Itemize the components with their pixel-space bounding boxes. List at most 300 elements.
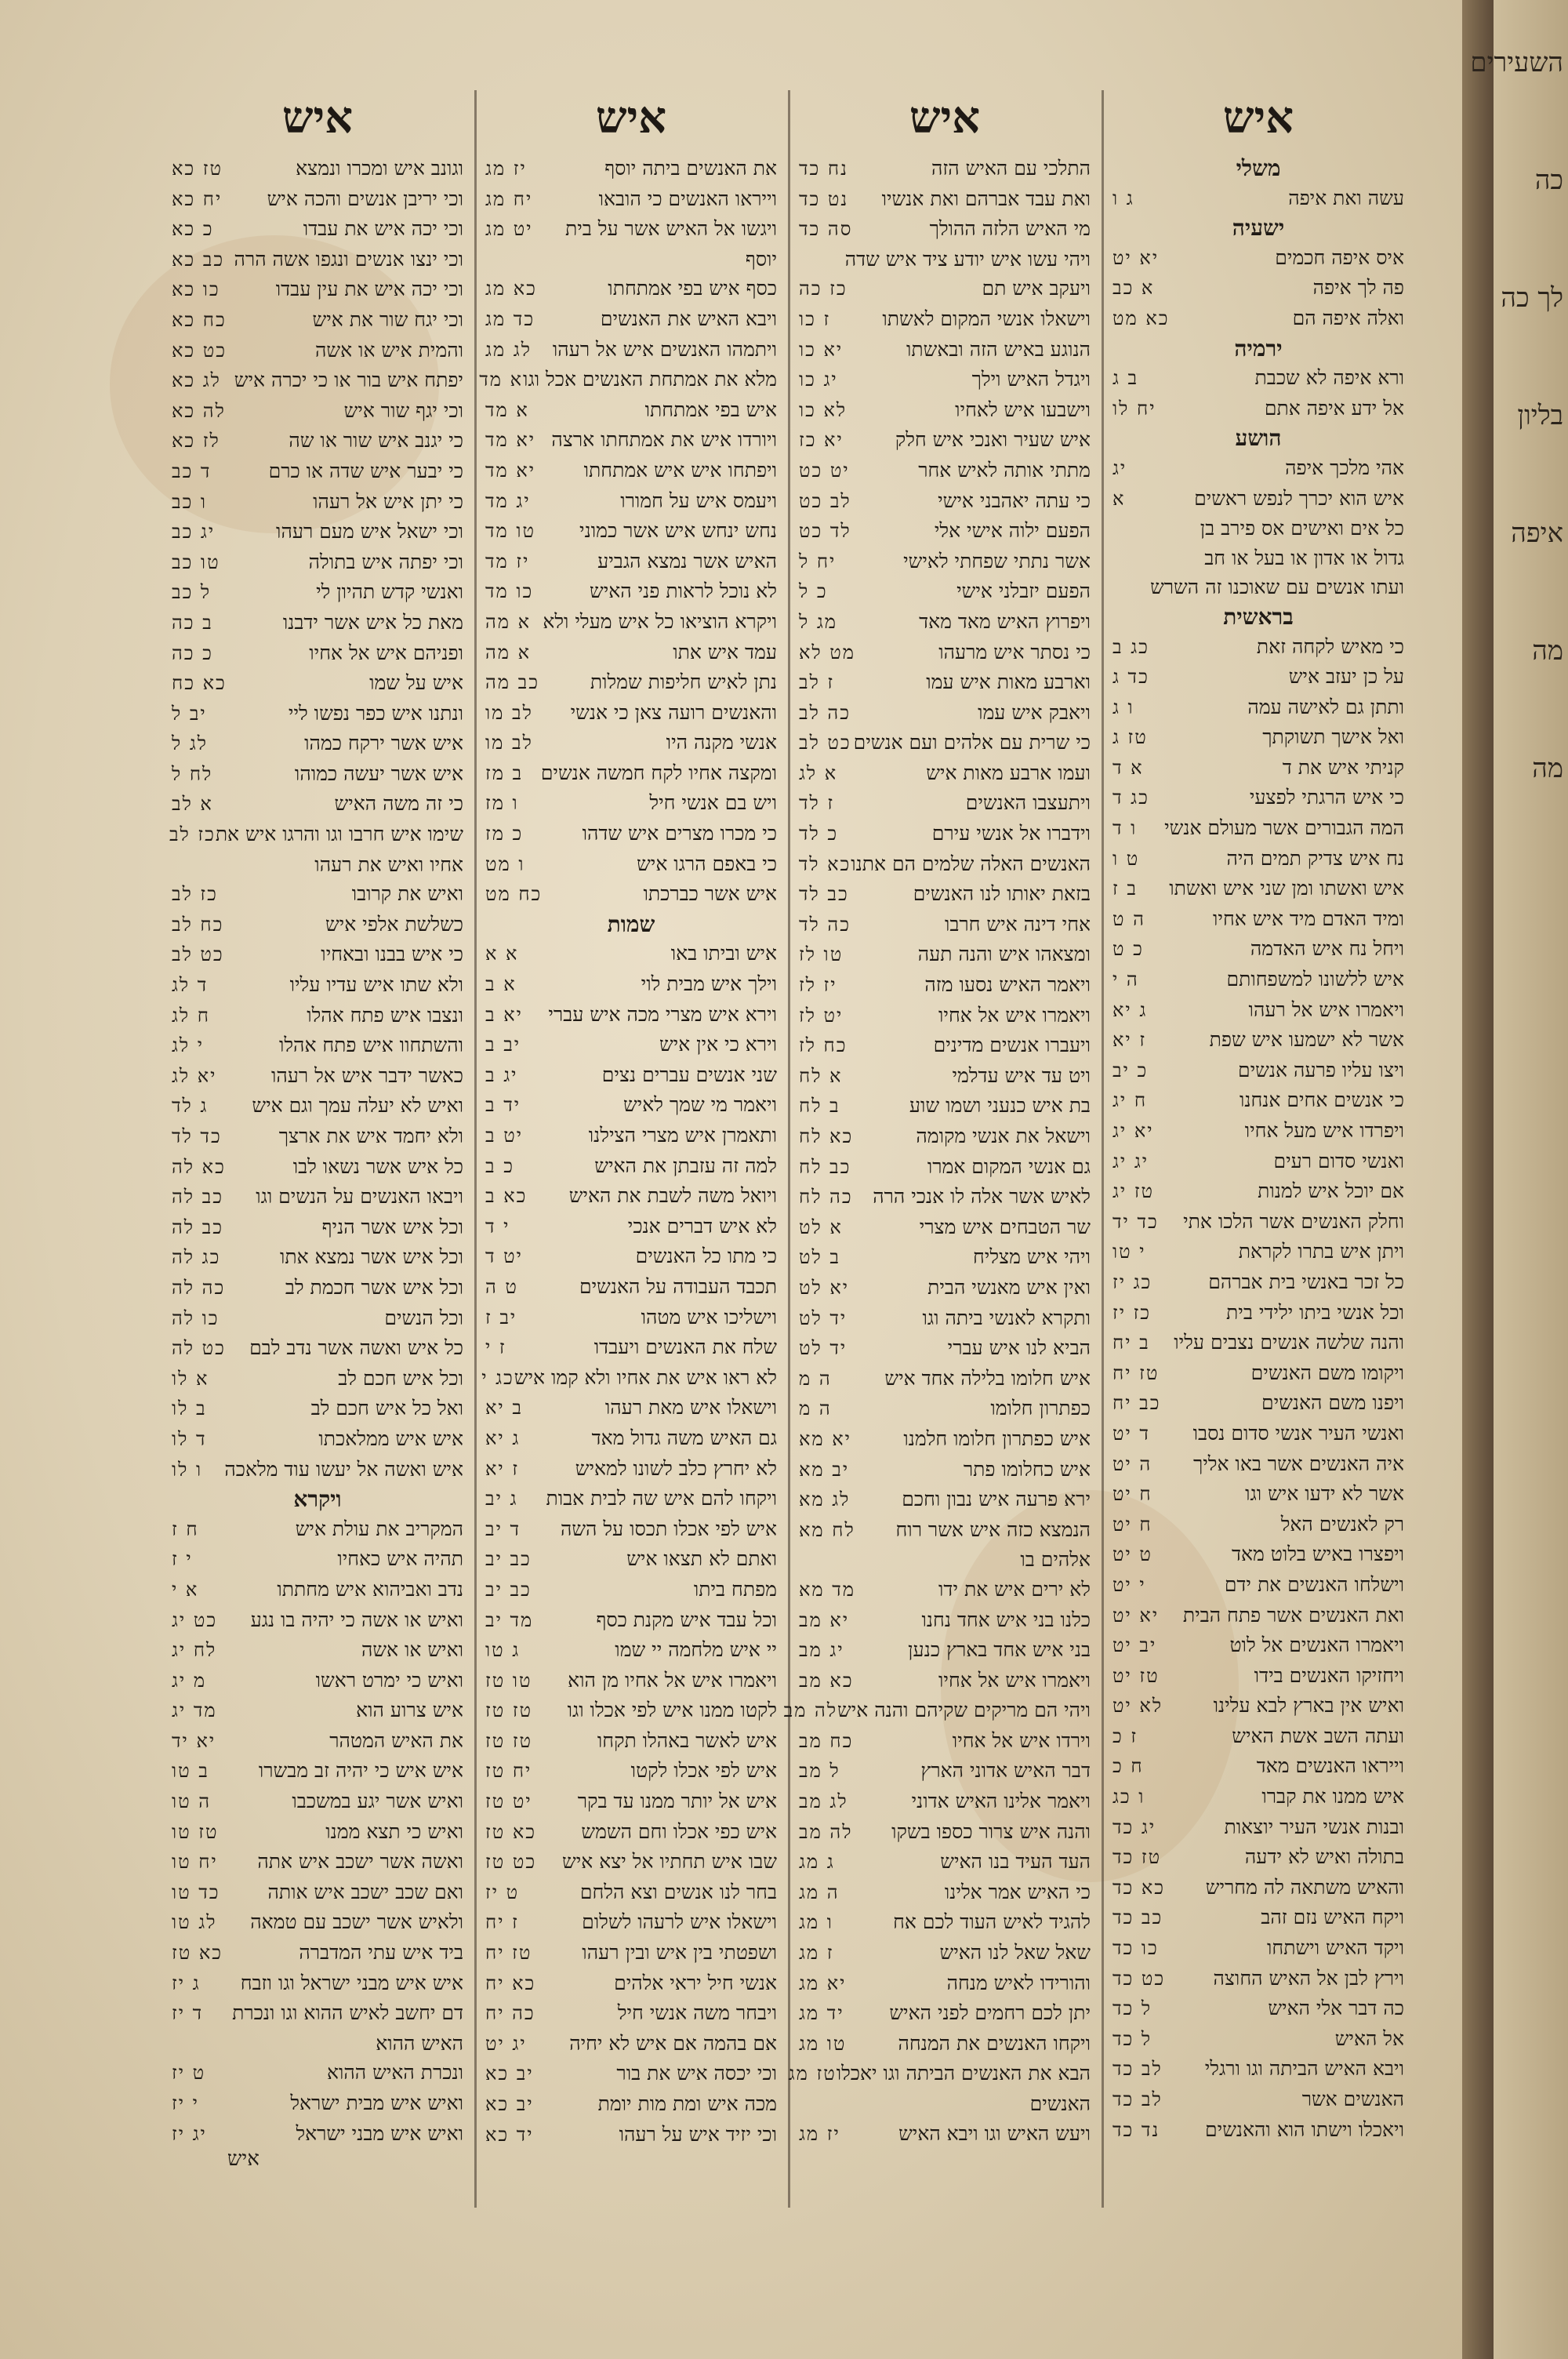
entry-reference: יח לו xyxy=(1112,397,1156,420)
entry-text: פה לך איפה xyxy=(1312,276,1404,300)
concordance-entry xyxy=(1112,1751,1404,1782)
entry-text: ועמו ארבע מאות איש xyxy=(926,761,1091,784)
concordance-entry xyxy=(1112,304,1404,334)
entry-reference: ב יא xyxy=(485,1397,523,1419)
entry-reference: ד לג xyxy=(172,974,209,997)
concordance-entry xyxy=(485,2120,777,2150)
concordance-entry xyxy=(485,1090,777,1121)
entry-reference: יז לז xyxy=(799,974,837,997)
concordance-entry xyxy=(799,879,1091,910)
concordance-entry xyxy=(485,1877,777,1908)
entry-reference: ז כו xyxy=(799,307,831,330)
entry-text: המה הגבורים אשר מעולם אנשי xyxy=(1164,816,1404,840)
entry-reference: יג xyxy=(1112,456,1127,479)
concordance-entry xyxy=(485,1030,777,1060)
concordance-entry xyxy=(799,1635,1091,1666)
concordance-entry xyxy=(799,1545,1091,1575)
entry-text: לא נוכל לראות פני האיש xyxy=(590,580,777,603)
concordance-entry xyxy=(485,1393,777,1423)
concordance-entry xyxy=(1112,753,1404,783)
entry-reference: א לו xyxy=(172,1367,209,1390)
entry-reference: א א xyxy=(485,943,519,965)
entry-text: מאת כל איש אשר ידבנו xyxy=(282,610,463,634)
entry-reference: טז ג xyxy=(1112,726,1148,749)
concordance-entry xyxy=(799,910,1091,940)
entry-text: בראשית xyxy=(1223,603,1294,630)
entry-text: בחר לנו אנשים וצא הלחם xyxy=(579,1880,777,1903)
entry-reference: ד יז xyxy=(172,2002,204,2025)
entry-text: האנשים אשר xyxy=(1301,2088,1404,2110)
concordance-entry xyxy=(799,1333,1091,1364)
entry-text: ויחזיקו האנשים בידו xyxy=(1254,1663,1404,1687)
entry-text: כי יגנב איש שור או שה xyxy=(289,429,463,453)
entry-text: האנשים האלה שלמים הם אתנו xyxy=(851,852,1091,875)
entry-reference: א מה xyxy=(485,610,532,633)
entry-reference: ז לד xyxy=(799,792,835,815)
entry-reference: י טו xyxy=(1112,1241,1146,1263)
entry-text: לא יחרץ כלב לשונו למאיש xyxy=(575,1456,777,1480)
text-columns xyxy=(161,86,1415,2157)
concordance-entry xyxy=(1112,1176,1404,1207)
entry-text: גם האיש משה גדול מאד xyxy=(591,1426,777,1449)
concordance-entry xyxy=(799,395,1091,426)
entry-text: הביא לנו איש עברי xyxy=(947,1336,1091,1360)
concordance-entry xyxy=(799,1091,1091,1121)
concordance-entry xyxy=(172,1575,463,1605)
entry-text: כי נסתר איש מרעהו xyxy=(938,640,1091,663)
entry-text: אל ידע איפה אתם xyxy=(1264,396,1404,420)
entry-text: שבו איש תחתיו אל יצא איש xyxy=(562,1850,777,1874)
concordance-entry xyxy=(1112,722,1404,753)
entry-text: ויקחו האנשים את המנחה xyxy=(898,2031,1091,2055)
entry-text: ויאמרו האנשים אל לוט xyxy=(1229,1634,1404,1657)
entry-reference: טז כא xyxy=(172,158,223,180)
entry-text: מלא את אמתחת האנשים אכל וגו xyxy=(523,368,777,391)
entry-reference: מג ל xyxy=(799,610,838,633)
entry-text: ויבא האיש הביתה וגו ורגלי xyxy=(1204,2057,1404,2081)
concordance-entry xyxy=(485,1544,777,1575)
concordance-entry xyxy=(799,1364,1091,1394)
entry-text: ויקח האיש נזם זהב xyxy=(1261,1906,1404,1929)
concordance-entry xyxy=(799,486,1091,517)
entry-reference: טו כב xyxy=(172,551,220,573)
entry-text: כלנו בני איש אחד נחנו xyxy=(921,1608,1091,1631)
entry-reference: ו מז xyxy=(485,792,519,815)
entry-reference: יא מב xyxy=(799,1608,850,1631)
concordance-entry xyxy=(799,154,1091,184)
entry-text: עמד איש אתו xyxy=(673,640,777,663)
concordance-entry xyxy=(481,1363,777,1394)
entry-text: אהי מלכך איפה xyxy=(1285,456,1404,479)
entry-reference: ב ז xyxy=(1112,878,1138,900)
entry-text: התלכי עם האיש הזה xyxy=(931,157,1091,180)
entry-reference: יח טו xyxy=(172,1851,218,1874)
book-heading xyxy=(1112,154,1404,184)
entry-reference: כט לב xyxy=(172,943,224,966)
concordance-entry xyxy=(172,1696,463,1726)
entry-reference: ז יח xyxy=(485,1911,519,1934)
entry-text: הפעם יזבלני אישי xyxy=(956,580,1091,603)
concordance-entry xyxy=(1112,1994,1404,2024)
entry-text: ויצו עליו פרעה אנשים xyxy=(1238,1058,1404,1081)
entry-reference: מד מא xyxy=(799,1578,856,1601)
book-heading xyxy=(1112,213,1404,243)
concordance-entry xyxy=(172,2029,463,2059)
column-body xyxy=(474,149,788,2150)
entry-text: וישאלו איש מאת רעהו xyxy=(604,1396,777,1419)
concordance-entry xyxy=(485,758,777,789)
concordance-entry xyxy=(172,1635,463,1666)
adjacent-page-fragment: השעירים xyxy=(1470,47,1563,78)
entry-text: איש לפי אכלו תכסו על השה xyxy=(560,1517,777,1540)
entry-reference: ה טו xyxy=(172,1790,212,1813)
concordance-entry xyxy=(172,970,463,1001)
entry-reference: ד יט xyxy=(1112,1422,1150,1445)
entry-text: האיש אשר נמצא הגביע xyxy=(597,549,777,572)
entry-reference: מט לא xyxy=(799,641,855,663)
entry-text: יוסף xyxy=(745,247,777,271)
entry-text: איש חלומו בלילה אחד איש xyxy=(884,1366,1091,1390)
entry-text: אם בהמה אם איש לא יחיה xyxy=(569,2031,777,2055)
entry-reference: ח יט xyxy=(1112,1483,1152,1506)
entry-reference: כב מה xyxy=(485,671,539,694)
entry-reference: יז מג xyxy=(799,2122,840,2145)
concordance-entry xyxy=(1112,363,1404,394)
entry-reference: ה מ xyxy=(799,1367,832,1390)
concordance-entry xyxy=(1112,1842,1404,1873)
entry-reference: יא כז xyxy=(799,429,844,452)
column-heading: איש xyxy=(909,92,981,144)
entry-reference: ח יג xyxy=(1112,1089,1148,1112)
entry-reference: יט ב xyxy=(485,1125,523,1147)
book-heading xyxy=(1112,334,1404,364)
concordance-entry xyxy=(799,1394,1091,1424)
concordance-entry xyxy=(1112,1267,1404,1298)
entry-reference: ג מג xyxy=(799,1851,835,1874)
entry-text: ואיש כי ימרט ראשו xyxy=(315,1668,463,1692)
concordance-entry xyxy=(1112,1510,1404,1540)
entry-text: ומיד האדם מיד איש אחיו xyxy=(1213,907,1404,930)
entry-reference: א xyxy=(1112,487,1126,510)
entry-text: ועתו אנשים עם שאוכנו זה השרש xyxy=(1150,576,1404,599)
entry-reference: ו ג xyxy=(1112,696,1134,718)
entry-reference: לא יט xyxy=(1112,1695,1163,1717)
concordance-entry xyxy=(485,1696,777,1726)
entry-text: כי זה משה האיש xyxy=(334,792,463,816)
entry-reference: יד לט xyxy=(799,1337,848,1360)
concordance-entry xyxy=(1112,1056,1404,1086)
concordance-entry xyxy=(172,668,463,699)
entry-text: מתתי אותה לאיש אחר xyxy=(918,458,1091,482)
entry-reference: יא מד xyxy=(485,429,536,452)
entry-text: ואיש לא יעלה עמך וגם איש xyxy=(252,1094,463,1118)
entry-text: וכל איש חכם לב xyxy=(338,1366,463,1390)
entry-text: וייראו האנשים כי הובאו xyxy=(598,187,777,210)
entry-text: ויבאו האנשים על הנשים וגו xyxy=(256,1185,463,1209)
column-heading: איש xyxy=(281,92,354,144)
concordance-entry xyxy=(172,184,463,215)
entry-reference: ה ט xyxy=(1112,907,1145,930)
entry-reference: כב יב xyxy=(485,1578,532,1601)
concordance-entry xyxy=(799,1212,1091,1243)
entry-text: ותאמרן איש מצרי הצילנו xyxy=(588,1124,777,1147)
concordance-entry xyxy=(485,274,777,304)
concordance-entry xyxy=(1112,1630,1404,1661)
entry-reference: טז כד xyxy=(1112,1846,1162,1869)
entry-reference: כא לח xyxy=(799,1125,854,1147)
entry-text: ואת עבד אברהם ואת אנשיו xyxy=(881,187,1091,210)
concordance-entry xyxy=(1112,543,1404,573)
entry-reference: כב יח xyxy=(1112,1392,1161,1415)
concordance-entry xyxy=(1112,2024,1404,2055)
concordance-entry xyxy=(1112,1812,1404,1843)
concordance-entry xyxy=(485,667,777,698)
entry-reference: כח לב xyxy=(172,913,224,936)
entry-text: האיש ההוא xyxy=(376,2031,463,2055)
entry-reference: לד כט xyxy=(799,520,851,543)
concordance-entry xyxy=(172,789,463,820)
entry-text: כי איש הרגתי לפצעי xyxy=(1249,786,1404,809)
entry-reference: כג ב xyxy=(1112,635,1149,658)
entry-text: לא ירים איש את ידו xyxy=(938,1577,1091,1601)
entry-reference: ג יב xyxy=(485,1488,518,1510)
entry-reference: לג מב xyxy=(799,1790,848,1813)
entry-reference: כד טו xyxy=(172,1881,220,1903)
concordance-entry xyxy=(1112,904,1404,935)
entry-text: איה האנשים אשר באו אליך xyxy=(1192,1452,1404,1475)
entry-reference: כב לה xyxy=(172,1186,223,1209)
entry-reference: סה כד xyxy=(799,218,853,241)
entry-text: איש ואשתו ומן שני איש ואשתו xyxy=(1169,877,1404,900)
concordance-entry xyxy=(172,487,463,518)
concordance-entry xyxy=(799,1605,1091,1636)
entry-reference: נד כד xyxy=(1112,2118,1160,2141)
entry-reference: י ז xyxy=(172,1548,193,1571)
concordance-entry xyxy=(799,425,1091,456)
entry-reference: יט טז xyxy=(485,1790,532,1813)
entry-text: וכי יכה איש את עין עבדו xyxy=(275,278,463,301)
concordance-entry xyxy=(172,154,463,184)
entry-text: ויורדו איש את אמתחתו ארצה xyxy=(551,428,777,452)
entry-text: ויתמהו האנשים איש אל רעהו xyxy=(552,337,777,361)
entry-reference: כב לח xyxy=(799,1155,851,1178)
entry-text: כי מאיש לקחה זאת xyxy=(1256,634,1404,658)
entry-text: ויש בם אנשי חיל xyxy=(649,791,777,815)
entry-reference: כח לז xyxy=(799,1034,848,1057)
concordance-entry xyxy=(172,305,463,336)
concordance-entry xyxy=(799,1485,1091,1515)
entry-reference: ז מג xyxy=(799,1942,834,1965)
concordance-entry xyxy=(485,819,777,849)
concordance-entry xyxy=(172,1787,463,1817)
entry-text: ויתעצבו האנשים xyxy=(965,791,1091,815)
entry-reference: ב יח xyxy=(1112,1332,1150,1354)
concordance-entry xyxy=(799,1152,1091,1183)
entry-reference: יג יט xyxy=(485,2032,527,2055)
entry-reference: טז מג xyxy=(788,2063,837,2085)
entry-reference: ז כ xyxy=(1112,1725,1138,1747)
entry-text: אם יוכל איש למנות xyxy=(1258,1180,1404,1203)
entry-text: וישלחו האנשים את ידם xyxy=(1224,1572,1404,1596)
entry-reference: ז יא xyxy=(485,1457,520,1480)
concordance-entry xyxy=(799,214,1091,245)
entry-text: איש אשר ירקח כמהו xyxy=(304,732,463,755)
concordance-entry xyxy=(172,1907,463,1938)
entry-text: וגונב איש ומכרו ונמצא xyxy=(296,157,463,180)
concordance-entry xyxy=(1112,1721,1404,1752)
entry-text: אל האיש xyxy=(1334,2026,1404,2050)
concordance-entry xyxy=(485,486,777,517)
entry-text: איס איפה חכמים xyxy=(1275,245,1404,269)
concordance-entry xyxy=(1112,965,1404,995)
concordance-entry xyxy=(485,184,777,215)
entry-reference: יב ב xyxy=(485,1034,521,1056)
entry-text: ויקרא הוציאו כל איש מעלי ולא xyxy=(543,609,777,633)
concordance-entry xyxy=(1112,1237,1404,1267)
concordance-entry xyxy=(172,426,463,456)
concordance-entry xyxy=(1112,273,1404,304)
concordance-entry xyxy=(1112,1933,1404,1964)
concordance-entry xyxy=(485,728,777,758)
concordance-entry xyxy=(485,1666,777,1696)
entry-reference: כז לב xyxy=(169,823,216,846)
entry-text: ויתן איש בתרו לקראת xyxy=(1238,1240,1404,1263)
entry-reference: כ מז xyxy=(485,823,524,845)
entry-reference: יח ל xyxy=(799,550,837,572)
concordance-entry xyxy=(799,940,1091,970)
concordance-entry xyxy=(172,517,463,547)
entry-text: לאיש אשר אלה לו אנכי הרה xyxy=(873,1185,1091,1209)
entry-text: יפתח איש בור או כי יכרה איש xyxy=(234,369,463,392)
concordance-entry xyxy=(799,667,1091,698)
concordance-entry xyxy=(485,1121,777,1151)
concordance-entry xyxy=(799,1877,1091,1908)
entry-text: ונכרת האיש ההוא xyxy=(327,2061,463,2085)
concordance-entry xyxy=(485,969,777,1000)
entry-reference: כז כה xyxy=(799,278,848,300)
concordance-entry xyxy=(799,1666,1091,1696)
concordance-entry xyxy=(799,1455,1091,1485)
entry-text: לא ראו איש את אחיו ולא קמו איש xyxy=(514,1365,777,1389)
entry-reference: כא כד xyxy=(1112,1876,1166,1899)
entry-reference: כג יז xyxy=(1112,1270,1152,1293)
adjacent-page-edge xyxy=(1470,0,1568,2359)
concordance-entry xyxy=(799,245,1091,274)
entry-reference: יא לט xyxy=(799,1276,850,1299)
concordance-entry xyxy=(172,1756,463,1787)
entry-text: ויהי הם מריקים שקיהם והנה איש xyxy=(837,1699,1091,1722)
entry-reference: כז לב xyxy=(172,883,218,906)
entry-text: יי איש מלחמה יי שמו xyxy=(615,1638,777,1662)
entry-text: ואיש או אשה xyxy=(361,1638,463,1662)
concordance-entry xyxy=(1112,632,1404,663)
entry-reference: יא יט xyxy=(1112,246,1160,269)
entry-reference: יג כב xyxy=(172,521,216,543)
concordance-entry xyxy=(172,1605,463,1636)
concordance-entry xyxy=(1112,844,1404,874)
entry-reference: כט כד xyxy=(1112,1967,1166,1990)
concordance-entry xyxy=(172,850,463,880)
book-gutter xyxy=(1462,0,1494,2359)
entry-reference: יא כו xyxy=(799,338,844,361)
entry-text: משלי xyxy=(1236,155,1281,181)
adjacent-page-fragment: לך כה xyxy=(1501,282,1563,314)
entry-reference: ז לב xyxy=(799,671,835,694)
concordance-entry xyxy=(1112,514,1404,543)
entry-reference: ד לו xyxy=(172,1427,207,1450)
concordance-entry xyxy=(799,184,1091,215)
entry-reference: יט מג xyxy=(485,218,533,241)
entry-text: כי שרית עם אלהים ועם אנשים xyxy=(853,731,1091,754)
entry-text: אשר לא ידעו איש וגו xyxy=(1245,1482,1404,1506)
book-heading xyxy=(1112,602,1404,632)
entry-reference: כו לה xyxy=(172,1307,220,1329)
entry-reference: א לח xyxy=(799,1064,843,1087)
entry-text: וישבעו איש לאחיו xyxy=(955,398,1091,421)
entry-reference: טז יט xyxy=(1112,1664,1160,1687)
entry-text: ויהי איש מצליח xyxy=(973,1245,1091,1269)
concordance-entry xyxy=(1112,394,1404,424)
entry-reference: לג כא xyxy=(172,369,221,392)
concordance-entry xyxy=(485,2059,777,2089)
concordance-entry xyxy=(485,1272,777,1303)
entry-text: וכל איש אשר נמצא אתו xyxy=(279,1245,463,1269)
concordance-entry xyxy=(1112,1207,1404,1238)
concordance-entry xyxy=(1112,813,1404,844)
entry-reference: ה יט xyxy=(1112,1452,1152,1475)
concordance-entry xyxy=(799,1847,1091,1877)
entry-text: ושפטתי בין איש ובין רעהו xyxy=(582,1941,777,1965)
entry-text: איש כפי אכלו וחם השמש xyxy=(581,1819,777,1843)
entry-reference: ג לד xyxy=(172,1095,209,1118)
concordance-entry xyxy=(172,910,463,940)
concordance-entry xyxy=(485,214,777,245)
entry-reference: ט יט xyxy=(1112,1543,1152,1566)
concordance-entry xyxy=(1112,1116,1404,1147)
entry-text: ויבא האיש את האנשים xyxy=(600,307,777,330)
entry-reference: מד יב xyxy=(485,1608,534,1631)
entry-text: וכי יזיד איש על רעהו xyxy=(619,2122,777,2146)
concordance-entry xyxy=(1112,1782,1404,1812)
entry-text: המקריב את עולת איש xyxy=(295,1517,463,1540)
entry-text: שאל שאל לנו האיש xyxy=(939,1941,1091,1965)
concordance-entry xyxy=(485,335,777,365)
entry-text: איש צרוע הוא xyxy=(356,1699,463,1722)
entry-text: וכי יכסה איש את בור xyxy=(616,2062,777,2085)
concordance-entry xyxy=(799,1515,1091,1546)
entry-reference: כט טז xyxy=(485,1851,537,1874)
concordance-entry xyxy=(172,879,463,910)
entry-reference: כא מט xyxy=(1112,307,1170,329)
entry-text: איש לאשר באהלו תקחו xyxy=(597,1728,777,1752)
entry-text: כי האיש אמר אלינו xyxy=(944,1880,1091,1903)
concordance-entry xyxy=(172,729,463,759)
concordance-entry xyxy=(172,1182,463,1212)
concordance-entry xyxy=(172,547,463,578)
concordance-entry xyxy=(172,759,463,790)
entry-reference: כה יח xyxy=(485,2002,535,2025)
entry-reference: טו מג xyxy=(799,2032,847,2055)
entry-text: וכי יגח שור את איש xyxy=(312,307,463,331)
entry-reference: כט יג xyxy=(172,1608,218,1631)
entry-reference: כח מב xyxy=(799,1729,854,1752)
concordance-entry xyxy=(172,1152,463,1183)
concordance-entry xyxy=(172,1394,463,1424)
entry-reference: א מד xyxy=(479,369,524,391)
entry-text: ויואל משה לשבת את האיש xyxy=(568,1184,777,1208)
concordance-entry xyxy=(799,1787,1091,1817)
concordance-entry xyxy=(799,788,1091,819)
